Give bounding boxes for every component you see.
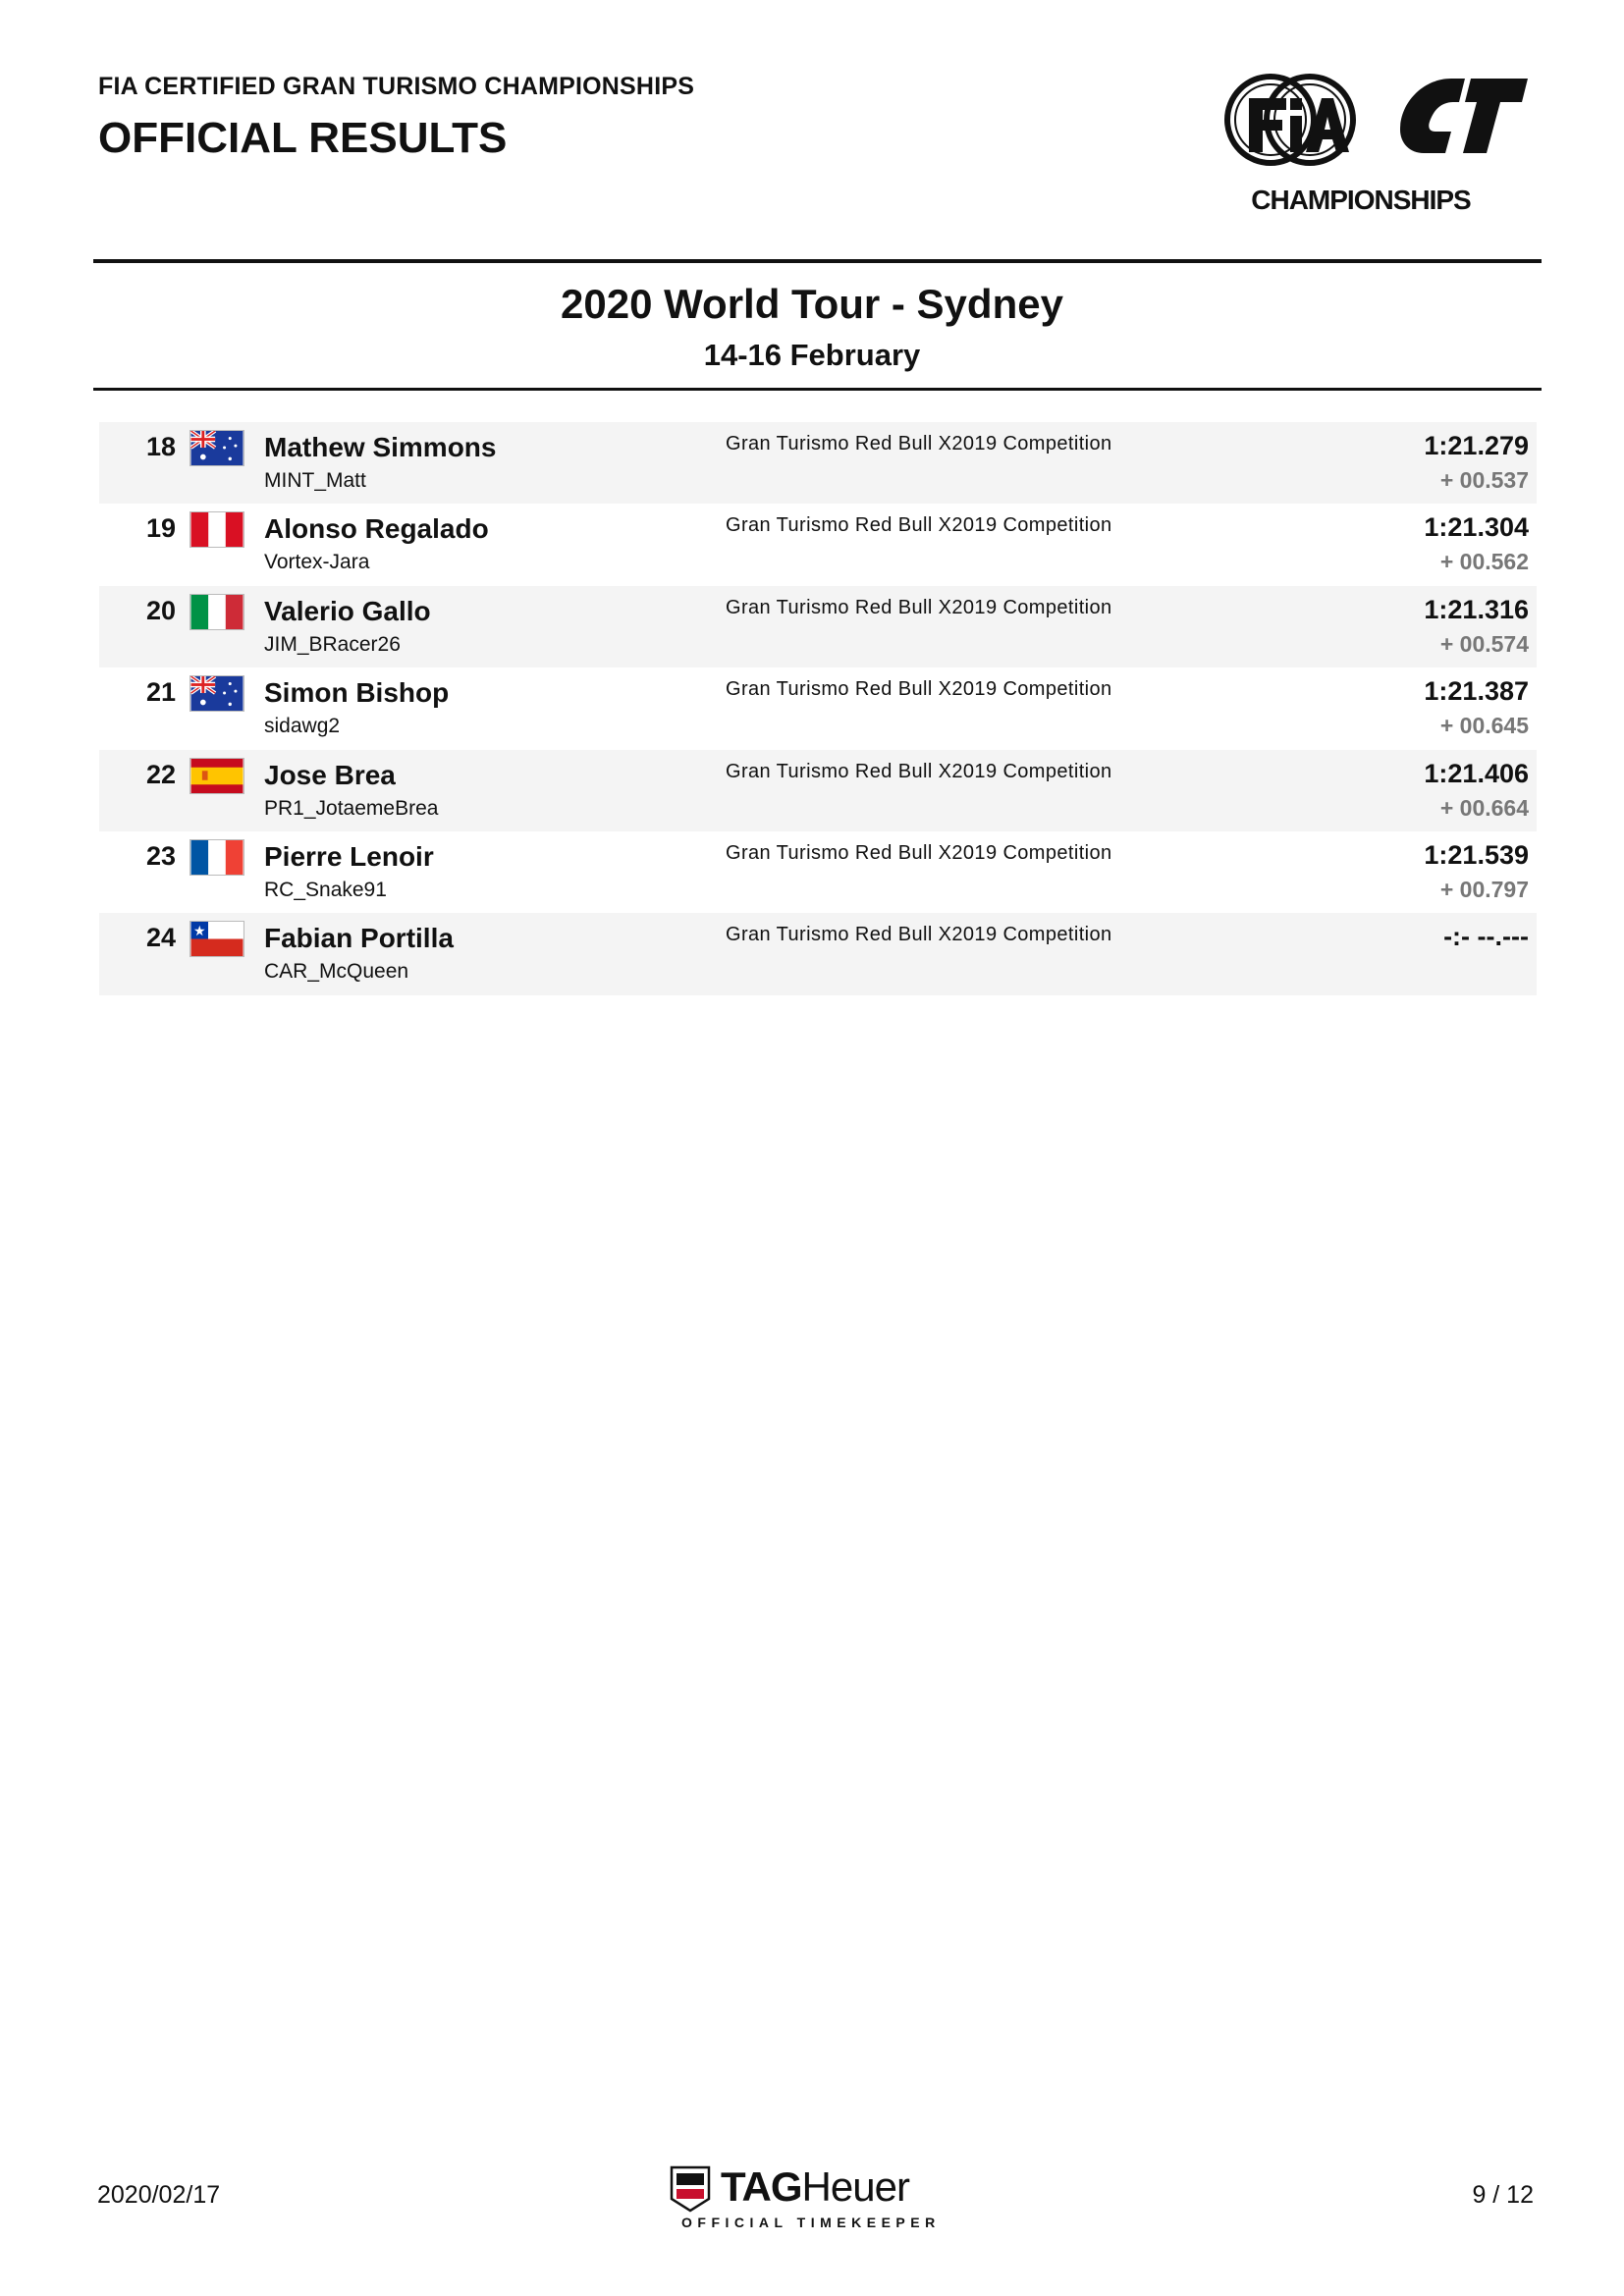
lap-time: 1:21.316 (1424, 594, 1529, 624)
peru-flag-icon (189, 511, 244, 548)
lap-time: 1:21.406 (1424, 758, 1529, 788)
table-row (99, 586, 1537, 667)
top-rule (93, 259, 1542, 263)
driver-name: Mathew Simmons (264, 432, 497, 462)
lap-time: 1:21.539 (1424, 839, 1529, 870)
table-row (99, 750, 1537, 831)
australia-flag-icon (189, 430, 244, 466)
driver-psn: CAR_McQueen (264, 960, 409, 984)
driver-name: Fabian Portilla (264, 923, 454, 954)
lap-time: 1:21.387 (1424, 676, 1529, 707)
france-flag-icon (189, 839, 244, 876)
driver-psn: Vortex-Jara (264, 551, 370, 574)
event-date: 14-16 February (703, 338, 921, 372)
bottom-rule (93, 388, 1542, 391)
driver-psn: RC_Snake91 (264, 878, 387, 901)
fia-logo-icon (1221, 71, 1359, 169)
position: 24 (145, 923, 176, 953)
car-model: Gran Turismo Red Bull X2019 Competition (726, 433, 1112, 454)
car-model: Gran Turismo Red Bull X2019 Competition (726, 678, 1112, 701)
gap-time: + 00.797 (1439, 876, 1529, 902)
chile-flag-icon (189, 921, 244, 957)
position: 18 (145, 432, 176, 461)
driver-psn: JIM_BRacer26 (264, 632, 401, 656)
position: 19 (145, 513, 176, 544)
tag-heuer-shield-icon (670, 2165, 711, 2213)
page-number: 9 / 12 (1472, 2181, 1534, 2209)
driver-name: Pierre Lenoir (264, 840, 434, 872)
car-model: Gran Turismo Red Bull X2019 Competition (726, 596, 1112, 618)
event-title: 2020 World Tour - Sydney (561, 281, 1063, 327)
gap-time: + 00.645 (1439, 713, 1529, 739)
driver-name: Jose Brea (264, 759, 396, 790)
lap-time: 1:21.279 (1424, 431, 1529, 460)
position: 23 (145, 840, 176, 871)
gt-logo-icon (1394, 73, 1532, 161)
sponsor-wordmark: TAGHeuer (721, 2163, 909, 2210)
page-title: OFFICIAL RESULTS (98, 114, 508, 162)
italy-flag-icon (189, 594, 244, 630)
table-row (99, 831, 1537, 913)
sponsor-subtitle: OFFICIAL TIMEKEEPER (681, 2215, 941, 2230)
position: 22 (145, 759, 176, 789)
driver-name: Simon Bishop (264, 677, 450, 709)
gap-time: + 00.562 (1439, 549, 1529, 575)
australia-flag-icon (189, 675, 244, 712)
driver-name: Valerio Gallo (264, 595, 431, 626)
championships-label: CHAMPIONSHIPS (1251, 185, 1471, 215)
sponsor-logo (670, 2165, 964, 2234)
car-model: Gran Turismo Red Bull X2019 Competition (726, 841, 1112, 864)
gap-time: + 00.574 (1439, 630, 1529, 657)
lap-time: 1:21.304 (1424, 512, 1529, 543)
car-model: Gran Turismo Red Bull X2019 Competition (726, 514, 1112, 537)
gap-time: + 00.664 (1439, 794, 1529, 821)
table-row (99, 667, 1537, 749)
driver-name: Alonso Regalado (264, 513, 489, 545)
header-subtitle: FIA CERTIFIED GRAN TURISMO CHAMPIONSHIPS (98, 73, 695, 100)
position: 20 (145, 595, 176, 625)
results-table (99, 422, 1537, 995)
driver-psn: sidawg2 (264, 715, 341, 738)
table-row (99, 913, 1537, 994)
car-model: Gran Turismo Red Bull X2019 Competition (726, 760, 1112, 782)
table-row (99, 422, 1537, 504)
car-model: Gran Turismo Red Bull X2019 Competition (726, 924, 1112, 946)
footer-date: 2020/02/17 (97, 2181, 221, 2209)
driver-psn: PR1_JotaemeBrea (264, 796, 439, 820)
driver-psn: MINT_Matt (264, 469, 366, 492)
position: 21 (145, 677, 176, 708)
logos (1214, 65, 1543, 230)
gap-time: + 00.537 (1439, 467, 1529, 493)
table-row (99, 504, 1537, 585)
spain-flag-icon (189, 758, 244, 794)
lap-time: -:- --.--- (1443, 922, 1529, 952)
